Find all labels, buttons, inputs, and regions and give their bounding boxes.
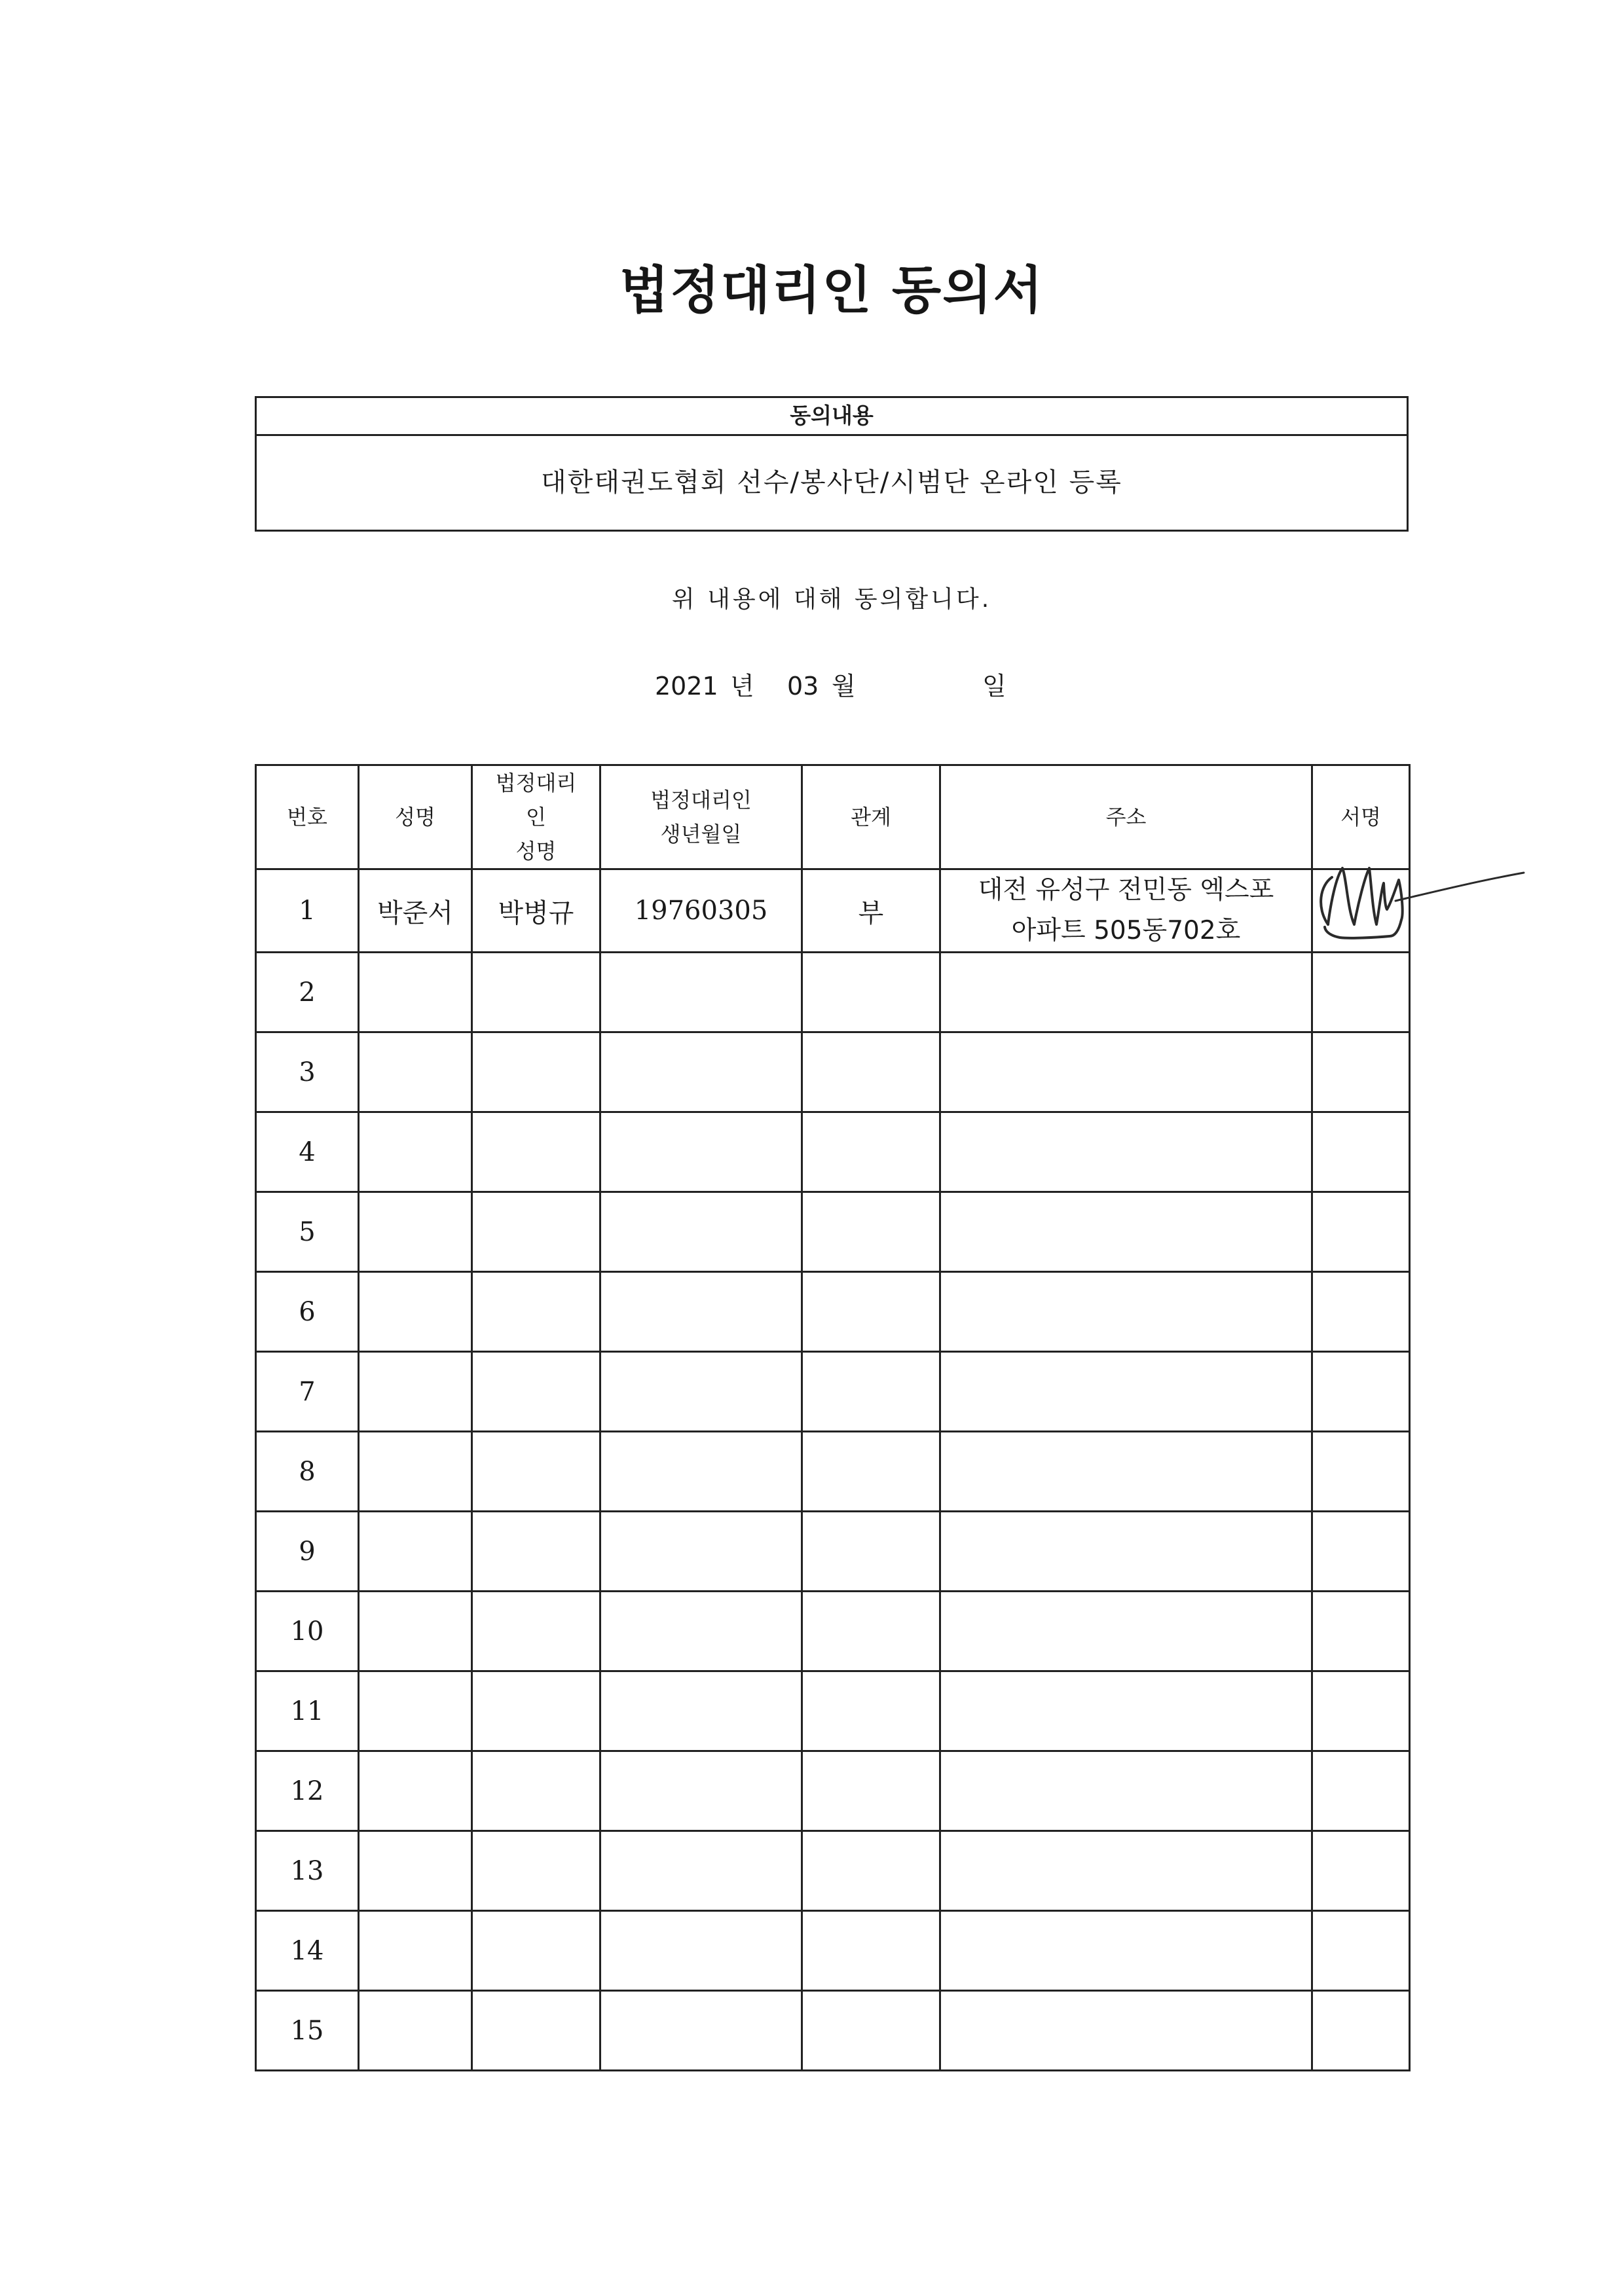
date-month-unit: 월 bbox=[832, 672, 856, 701]
guardian-birthdate-cell bbox=[600, 1991, 802, 2071]
guardian-consent-table bbox=[255, 764, 1411, 2071]
relation-cell bbox=[802, 953, 940, 1032]
row-number: 15 bbox=[256, 1991, 359, 2071]
name-cell bbox=[359, 1592, 472, 1671]
row-number: 6 bbox=[256, 1272, 359, 1352]
address-cell bbox=[940, 1512, 1312, 1592]
signature-cell bbox=[1312, 1352, 1410, 1432]
header-number: 번호 bbox=[256, 765, 359, 869]
table-row bbox=[256, 1831, 1410, 1911]
table-row bbox=[256, 1352, 1410, 1432]
document-title: 법정대리인 동의서 bbox=[619, 261, 1044, 320]
row-number: 10 bbox=[256, 1592, 359, 1671]
name-cell bbox=[359, 1751, 472, 1831]
signature-cell bbox=[1312, 1991, 1410, 2071]
guardian-name-cell bbox=[472, 1352, 600, 1432]
guardian-name-cell bbox=[472, 1751, 600, 1831]
row-number: 3 bbox=[256, 1032, 359, 1112]
relation-cell: 부 bbox=[802, 869, 940, 953]
relation-cell bbox=[802, 1032, 940, 1112]
name-cell bbox=[359, 1991, 472, 2071]
address-cell bbox=[940, 1352, 1312, 1432]
name-cell bbox=[359, 1911, 472, 1991]
guardian-birthdate-cell: 19760305 bbox=[600, 869, 802, 953]
address-cell bbox=[940, 1192, 1312, 1272]
guardian-name-cell bbox=[472, 1592, 600, 1671]
signature-cell bbox=[1312, 1432, 1410, 1512]
handwritten-signature bbox=[1303, 851, 1532, 956]
name-cell bbox=[359, 1831, 472, 1911]
table-row bbox=[256, 1911, 1410, 1991]
table-row bbox=[256, 1671, 1410, 1751]
relation-cell bbox=[802, 1991, 940, 2071]
guardian-name-cell bbox=[472, 1192, 600, 1272]
address-cell bbox=[940, 1592, 1312, 1671]
date-year: 2021 bbox=[655, 672, 718, 701]
header-name: 성명 bbox=[359, 765, 472, 869]
address-cell bbox=[940, 1432, 1312, 1512]
relation-cell bbox=[802, 1112, 940, 1192]
guardian-birthdate-cell bbox=[600, 1831, 802, 1911]
signature-cell bbox=[1312, 1831, 1410, 1911]
name-cell: 박준서 bbox=[359, 869, 472, 953]
name-cell bbox=[359, 1352, 472, 1432]
header-guardian-name-line: 성명 bbox=[515, 839, 557, 864]
relation-cell bbox=[802, 1592, 940, 1671]
address-cell bbox=[940, 1991, 1312, 2071]
date-year-unit: 년 bbox=[730, 672, 754, 701]
relation-cell bbox=[802, 1432, 940, 1512]
signature-cell bbox=[1312, 1272, 1410, 1352]
consent-box-content: 대한태권도협회 선수/봉사단/시범단 온라인 등록 bbox=[541, 467, 1122, 498]
header-relation: 관계 bbox=[802, 765, 940, 869]
consent-box-header: 동의내용 bbox=[257, 398, 1407, 436]
table-row bbox=[256, 1991, 1410, 2071]
guardian-name-cell bbox=[472, 1911, 600, 1991]
row-number: 9 bbox=[256, 1512, 359, 1592]
guardian-birthdate-cell bbox=[600, 1032, 802, 1112]
relation-cell bbox=[802, 1192, 940, 1272]
guardian-name-cell bbox=[472, 1272, 600, 1352]
header-guardian-birthdate-line: 법정대리인 bbox=[650, 788, 752, 812]
guardian-name-cell bbox=[472, 1112, 600, 1192]
row-number: 14 bbox=[256, 1911, 359, 1991]
row-number: 5 bbox=[256, 1192, 359, 1272]
table-header-row bbox=[256, 765, 1410, 869]
header-address: 주소 bbox=[940, 765, 1312, 869]
table-row bbox=[256, 869, 1410, 953]
guardian-birthdate-cell bbox=[600, 1751, 802, 1831]
address-cell bbox=[940, 869, 1312, 953]
table-row bbox=[256, 953, 1410, 1032]
guardian-birthdate-cell bbox=[600, 1911, 802, 1991]
name-cell bbox=[359, 1272, 472, 1352]
address-cell bbox=[940, 1272, 1312, 1352]
name-cell bbox=[359, 1192, 472, 1272]
name-cell bbox=[359, 1512, 472, 1592]
header-guardian-birthdate-line: 생년월일 bbox=[660, 822, 742, 847]
signature-cell bbox=[1312, 1512, 1410, 1592]
guardian-birthdate-cell bbox=[600, 1512, 802, 1592]
row-number: 7 bbox=[256, 1352, 359, 1432]
row-number: 11 bbox=[256, 1671, 359, 1751]
address-cell bbox=[940, 1032, 1312, 1112]
table-row bbox=[256, 1592, 1410, 1671]
guardian-birthdate-cell bbox=[600, 1432, 802, 1512]
guardian-birthdate-cell bbox=[600, 1592, 802, 1671]
signature-cell bbox=[1312, 1032, 1410, 1112]
signature-cell bbox=[1312, 1112, 1410, 1192]
name-cell bbox=[359, 1432, 472, 1512]
address-cell bbox=[940, 1671, 1312, 1751]
date-day-unit: 일 bbox=[982, 672, 1006, 701]
name-cell bbox=[359, 1671, 472, 1751]
relation-cell bbox=[802, 1831, 940, 1911]
header-guardian-name bbox=[472, 765, 600, 869]
guardian-birthdate-cell bbox=[600, 1192, 802, 1272]
address-cell bbox=[940, 1911, 1312, 1991]
relation-cell bbox=[802, 1911, 940, 1991]
name-cell bbox=[359, 953, 472, 1032]
row-number: 12 bbox=[256, 1751, 359, 1831]
relation-cell bbox=[802, 1352, 940, 1432]
guardian-name-cell bbox=[472, 953, 600, 1032]
header-guardian-name-line: 인 bbox=[526, 805, 546, 829]
relation-cell bbox=[802, 1512, 940, 1592]
table-row bbox=[256, 1032, 1410, 1112]
signature-cell bbox=[1312, 1911, 1410, 1991]
address-line: 아파트 505동702호 bbox=[1011, 916, 1241, 945]
signature-cell bbox=[1312, 953, 1410, 1032]
row-number: 1 bbox=[256, 869, 359, 953]
guardian-name-cell: 박병규 bbox=[472, 869, 600, 953]
relation-cell bbox=[802, 1671, 940, 1751]
guardian-name-cell bbox=[472, 1032, 600, 1112]
relation-cell bbox=[802, 1272, 940, 1352]
header-guardian-name-line: 법정대리 bbox=[495, 771, 577, 795]
address-cell bbox=[940, 1831, 1312, 1911]
agreement-statement: 위 내용에 대해 동의합니다. bbox=[671, 586, 992, 613]
guardian-birthdate-cell bbox=[600, 953, 802, 1032]
header-guardian-birthdate bbox=[600, 765, 802, 869]
name-cell bbox=[359, 1032, 472, 1112]
header-signature: 서명 bbox=[1312, 765, 1410, 869]
address-cell bbox=[940, 1112, 1312, 1192]
row-number: 2 bbox=[256, 953, 359, 1032]
guardian-birthdate-cell bbox=[600, 1112, 802, 1192]
guardian-birthdate-cell bbox=[600, 1671, 802, 1751]
table-row bbox=[256, 1432, 1410, 1512]
guardian-name-cell bbox=[472, 1831, 600, 1911]
signature-cell bbox=[1312, 1592, 1410, 1671]
consent-box bbox=[255, 396, 1409, 532]
table-row bbox=[256, 1751, 1410, 1831]
signature-cell bbox=[1312, 1671, 1410, 1751]
date-month: 03 bbox=[787, 672, 819, 701]
row-number: 13 bbox=[256, 1831, 359, 1911]
relation-cell bbox=[802, 1751, 940, 1831]
guardian-name-cell bbox=[472, 1512, 600, 1592]
row-number: 8 bbox=[256, 1432, 359, 1512]
table-row bbox=[256, 1512, 1410, 1592]
table-row bbox=[256, 1272, 1410, 1352]
table-row bbox=[256, 1192, 1410, 1272]
table-row bbox=[256, 1112, 1410, 1192]
guardian-name-cell bbox=[472, 1432, 600, 1512]
guardian-name-cell bbox=[472, 1991, 600, 2071]
address-cell bbox=[940, 1751, 1312, 1831]
signature-cell bbox=[1312, 1751, 1410, 1831]
guardian-birthdate-cell bbox=[600, 1352, 802, 1432]
guardian-birthdate-cell bbox=[600, 1272, 802, 1352]
name-cell bbox=[359, 1112, 472, 1192]
guardian-name-cell bbox=[472, 1671, 600, 1751]
signature-cell bbox=[1312, 1192, 1410, 1272]
address-line: 대전 유성구 전민동 엑스포 bbox=[978, 875, 1274, 905]
row-number: 4 bbox=[256, 1112, 359, 1192]
address-cell bbox=[940, 953, 1312, 1032]
